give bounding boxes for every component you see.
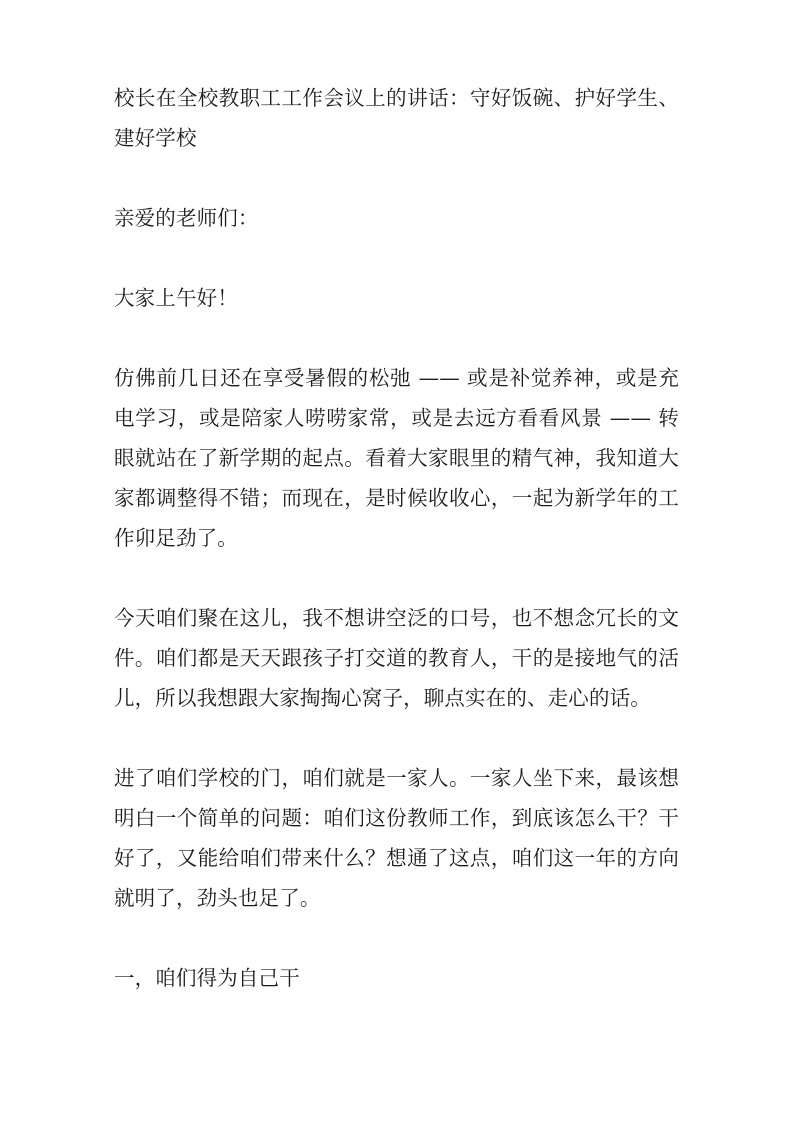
greeting-line: 大家上午好！ <box>114 286 238 310</box>
salutation-line: 亲爱的老师们： <box>114 206 259 230</box>
paragraph-3: 进了咱们学校的门，咱们就是一家人。一家人坐下来，最该想明白一个简单的问题：咱们这份教师工作，到底该怎么干？干好了，又能给咱们带来什么？想通了这点，咱们这一年的方向就明了，劲头也足了。 <box>114 766 679 910</box>
section-heading-1: 一，咱们得为自己干 <box>114 966 300 990</box>
document-title: 校长在全校教职工工作会议上的讲话：守好饭碗、护好学生、建好学校 <box>114 86 679 150</box>
document-body <box>114 78 679 998</box>
paragraph-2: 今天咱们聚在这儿，我不想讲空泛的口号，也不想念冗长的文件。咱们都是天天跟孩子打交道的教育人，干的是接地气的活儿，所以我想跟大家掏掏心窝子，聊点实在的、走心的话。 <box>114 606 679 710</box>
paragraph-1: 仿佛前几日还在享受暑假的松弛 —— 或是补觉养神，或是充电学习，或是陪家人唠唠家常，或是去远方看看风景 —— 转眼就站在了新学期的起点。看着大家眼里的精气神，我知道大家都调整得不错；而现在，是时候收收心，一起为新学年的工作卯足劲了。 <box>114 366 679 550</box>
